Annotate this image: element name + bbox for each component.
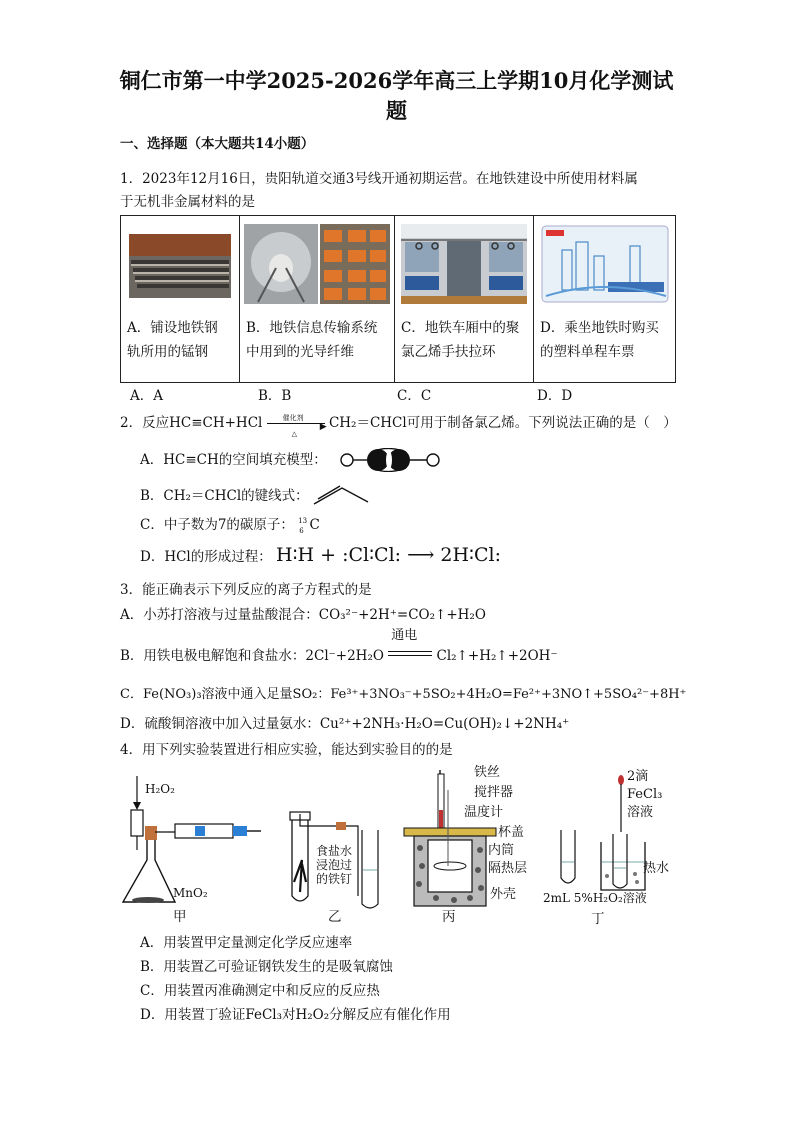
q2-isotope-mass: 13	[298, 517, 308, 525]
q3-option-d[interactable]: D．硫酸铜溶液中加入过量氨水：Cu²⁺+2NH₃·H₂O=Cu(OH)₂↓+2NH₄⁺	[120, 716, 570, 732]
q2-option-a[interactable]: A．HC≡CH的空间填充模型：	[140, 452, 327, 468]
q2-option-c-text: C．中子数为7的碳原子：	[140, 517, 294, 533]
ding-caption: 丁	[591, 911, 605, 927]
q1-cell-a-line1: A．铺设地铁钢	[127, 320, 218, 336]
apparatus-jia	[115, 770, 265, 925]
q3-electrolysis-arrow	[388, 628, 432, 665]
q4-option-d[interactable]: D．用装置丁验证FeCl₃对H₂O₂分解反应有催化作用	[140, 1007, 451, 1023]
apparatus-yi	[280, 770, 390, 925]
bing-label-3: 温度计	[464, 805, 504, 820]
bing-caption: 丙	[442, 909, 456, 925]
steel-rail-image	[121, 216, 239, 312]
yi-label-1: 食盐水	[316, 844, 353, 858]
q2-stem	[120, 413, 677, 438]
q3-condition: 通电	[391, 628, 418, 643]
bing-label-7: 外壳	[490, 887, 517, 902]
q3-option-a[interactable]: A．小苏打溶液与过量盐酸混合：CO₃²⁻+2H⁺=CO₂↑+H₂O	[120, 607, 486, 623]
subway-car-image	[395, 216, 533, 312]
yi-label-2: 浸泡过	[316, 858, 353, 872]
bing-label-6: 隔热层	[488, 861, 528, 876]
yi-label-3: 的铁钉	[316, 872, 353, 886]
jia-mno2-label: MnO₂	[173, 886, 208, 900]
q4-option-a[interactable]: A．用装置甲定量测定化学反应速率	[140, 935, 353, 951]
q1-cell-c-line2: 氯乙烯手扶拉环	[401, 344, 496, 360]
q1-cell-d-line2: 的塑料单程车票	[540, 344, 635, 360]
q3-stem: 3．能正确表示下列反应的离子方程式的是	[120, 582, 372, 598]
jia-h2o2-label: H₂O₂	[145, 782, 175, 796]
space-filling-model-icon	[336, 448, 444, 472]
q4-option-b[interactable]: B．用装置乙可验证钢铁发生的是吸氧腐蚀	[140, 959, 393, 975]
q3-option-b[interactable]	[120, 628, 558, 665]
q1-cell-d-line1: D．乘坐地铁时购买	[540, 320, 659, 336]
ding-label-3: 溶液	[627, 805, 654, 820]
ding-label-1: 2滴	[627, 769, 649, 784]
q2-isotope-number: 6	[299, 527, 304, 535]
q1-cell-b-line2: 中用到的光导纤维	[246, 344, 354, 360]
yi-caption: 乙	[328, 909, 342, 925]
q4-option-c[interactable]: C．用装置丙准确测定中和反应的反应热	[140, 983, 380, 999]
q1-stem-line1: 1．2023年12月16日，贵阳轨道交通3号线开通初期运营。在地铁建设中所使用材料属	[120, 171, 638, 187]
q2-hcl-formation-equation: H∶H + :Cl∶Cl: ⟶ 2H∶Cl:	[276, 544, 501, 566]
q1-cell-c-line1: C．地铁车厢中的聚	[401, 320, 520, 336]
q1-cell-b-line1: B．地铁信息传输系统	[246, 320, 378, 336]
q2-option-c[interactable]	[140, 516, 320, 534]
q1-option-d[interactable]: D．D	[537, 388, 573, 404]
apparatus-bing	[400, 765, 540, 925]
q3-option-b-post: Cl₂↑+H₂↑+2OH⁻	[436, 648, 558, 664]
bond-line-structure-icon	[312, 484, 372, 506]
jia-caption: 甲	[173, 909, 187, 925]
q2-stem-post: CH₂＝CHCl可用于制备氯乙烯。下列说法正确的是（ ）	[328, 415, 677, 431]
plastic-ticket-image	[534, 216, 675, 312]
page-title-line1: 铜仁市第一中学2025-2026学年高三上学期10月化学测试	[119, 68, 674, 93]
q1-option-c[interactable]: C．C	[397, 388, 432, 404]
apparatus-ding	[545, 770, 680, 925]
optical-fiber-tunnel-image	[240, 216, 394, 312]
q2-reaction-arrow	[267, 413, 327, 438]
q1-cell-a-line2: 轨所用的锰钢	[127, 344, 208, 360]
q3-option-b-pre: B．用铁电极电解饱和食盐水：2Cl⁻+2H₂O	[120, 648, 384, 664]
q1-option-b[interactable]: B．B	[258, 388, 292, 404]
q2-arrow-top: 催化剂	[282, 413, 304, 422]
bing-label-4: 杯盖	[498, 825, 525, 840]
q2-option-b[interactable]: B．CH₂＝CHCl的键线式：	[140, 488, 309, 504]
page-title-line2: 题	[386, 98, 407, 123]
bing-label-5: 内筒	[488, 843, 515, 858]
bing-label-1: 铁丝	[474, 765, 501, 780]
q2-stem-pre: 2．反应HC≡CH+HCl	[120, 415, 263, 431]
q2-isotope-symbol: C	[309, 517, 320, 533]
q2-option-d[interactable]: D．HCl的形成过程：	[140, 549, 272, 565]
ding-label-4: 热水	[643, 861, 670, 876]
q1-option-table	[120, 215, 676, 383]
ding-label-2: FeCl₃	[627, 787, 663, 802]
arrow-head-icon: ▶	[319, 421, 327, 432]
q2-arrow-bottom: △	[291, 429, 298, 438]
section-heading: 一、选择题（本大题共14小题）	[120, 136, 315, 152]
q4-stem: 4．用下列实验装置进行相应实验，能达到实验目的的是	[120, 742, 453, 758]
q1-option-a[interactable]: A．A	[130, 388, 163, 404]
q1-stem-line2: 于无机非金属材料的是	[120, 194, 255, 210]
ding-label-5: 2mL 5%H₂O₂溶液	[543, 891, 647, 905]
q3-option-c[interactable]: C．Fe(NO₃)₃溶液中通入足量SO₂：Fe³⁺+3NO₃⁻+5SO₂+4H₂O=Fe²⁺+3NO↑+5SO₄²⁻+8H⁺	[120, 687, 687, 702]
bing-label-2: 搅拌器	[474, 785, 514, 800]
